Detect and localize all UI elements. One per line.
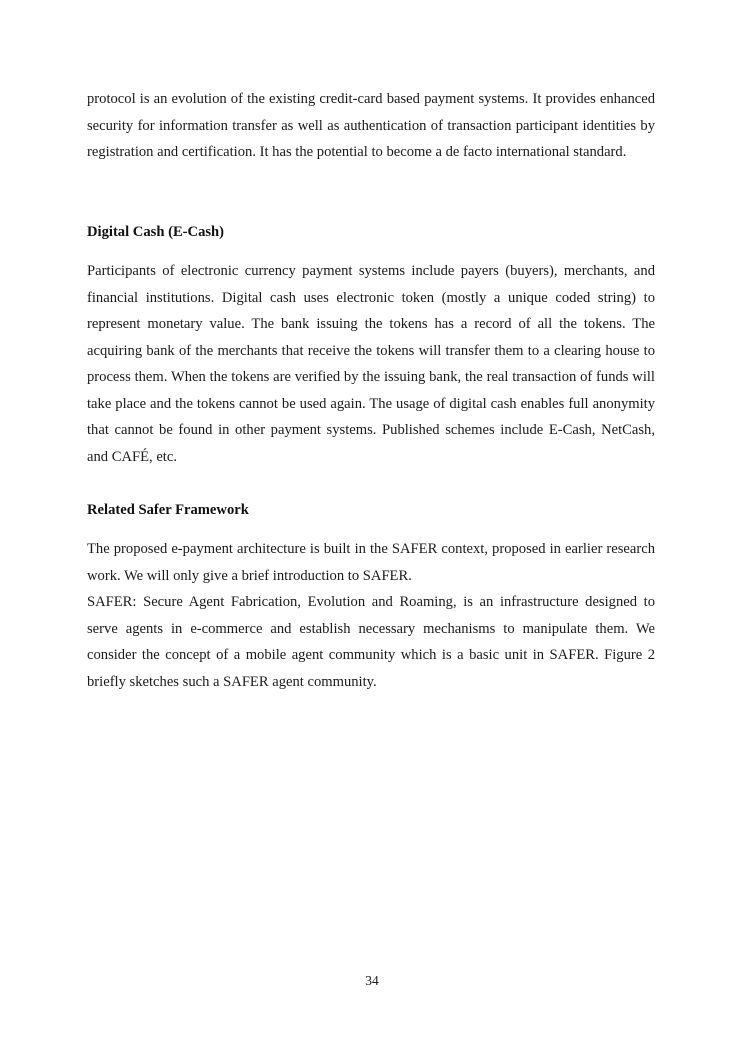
page-number: 34 bbox=[365, 973, 379, 988]
section-heading-digital-cash: Digital Cash (E-Cash) bbox=[87, 223, 225, 240]
section-spacer bbox=[87, 470, 655, 497]
digital-cash-paragraph: Participants of electronic currency payment systems include payers (buyers), merchants, and financial institutions. Digital cash uses electronic token (mostly a unique coded string) to represent monetary value. The bank issuing the tokens has a record of all the tokens. The acquiring bank of the merchants that receive the tokens will transfer them to a clearing house to process them. When the tokens are verified by the issuing bank, the real transaction of funds will take place and the tokens cannot be used again. The usage of digital cash enables full anonymity that cannot be found in other payment systems. Published schemes include E-Cash, NetCash, and CAFÉ, etc. bbox=[87, 263, 655, 465]
intro-paragraph: protocol is an evolution of the existing credit-card based payment systems. It provides enhanced security for information transfer as well as authentication of transaction participant identities by registration and certification. It has the potential to become a de facto international standard. bbox=[87, 91, 655, 160]
safer-description-paragraph: SAFER: Secure Agent Fabrication, Evolution and Roaming, is an infrastructure designed to serve agents in e-commerce and establish necessary mechanisms to manipulate them. We consider the concept of a mobile agent community which is a basic unit in SAFER. Figure 2 briefly sketches such a SAFER agent community. bbox=[87, 594, 655, 690]
heading-spacer bbox=[87, 523, 655, 536]
section-heading-related-safer-framework: Related Safer Framework bbox=[87, 501, 249, 518]
section-spacer bbox=[87, 166, 655, 219]
safer-intro-paragraph: The proposed e-payment architecture is built in the SAFER context, proposed in earlier research work. We will only give a brief introduction to SAFER. bbox=[87, 541, 655, 584]
heading-spacer bbox=[87, 245, 655, 258]
page-content bbox=[87, 86, 655, 695]
